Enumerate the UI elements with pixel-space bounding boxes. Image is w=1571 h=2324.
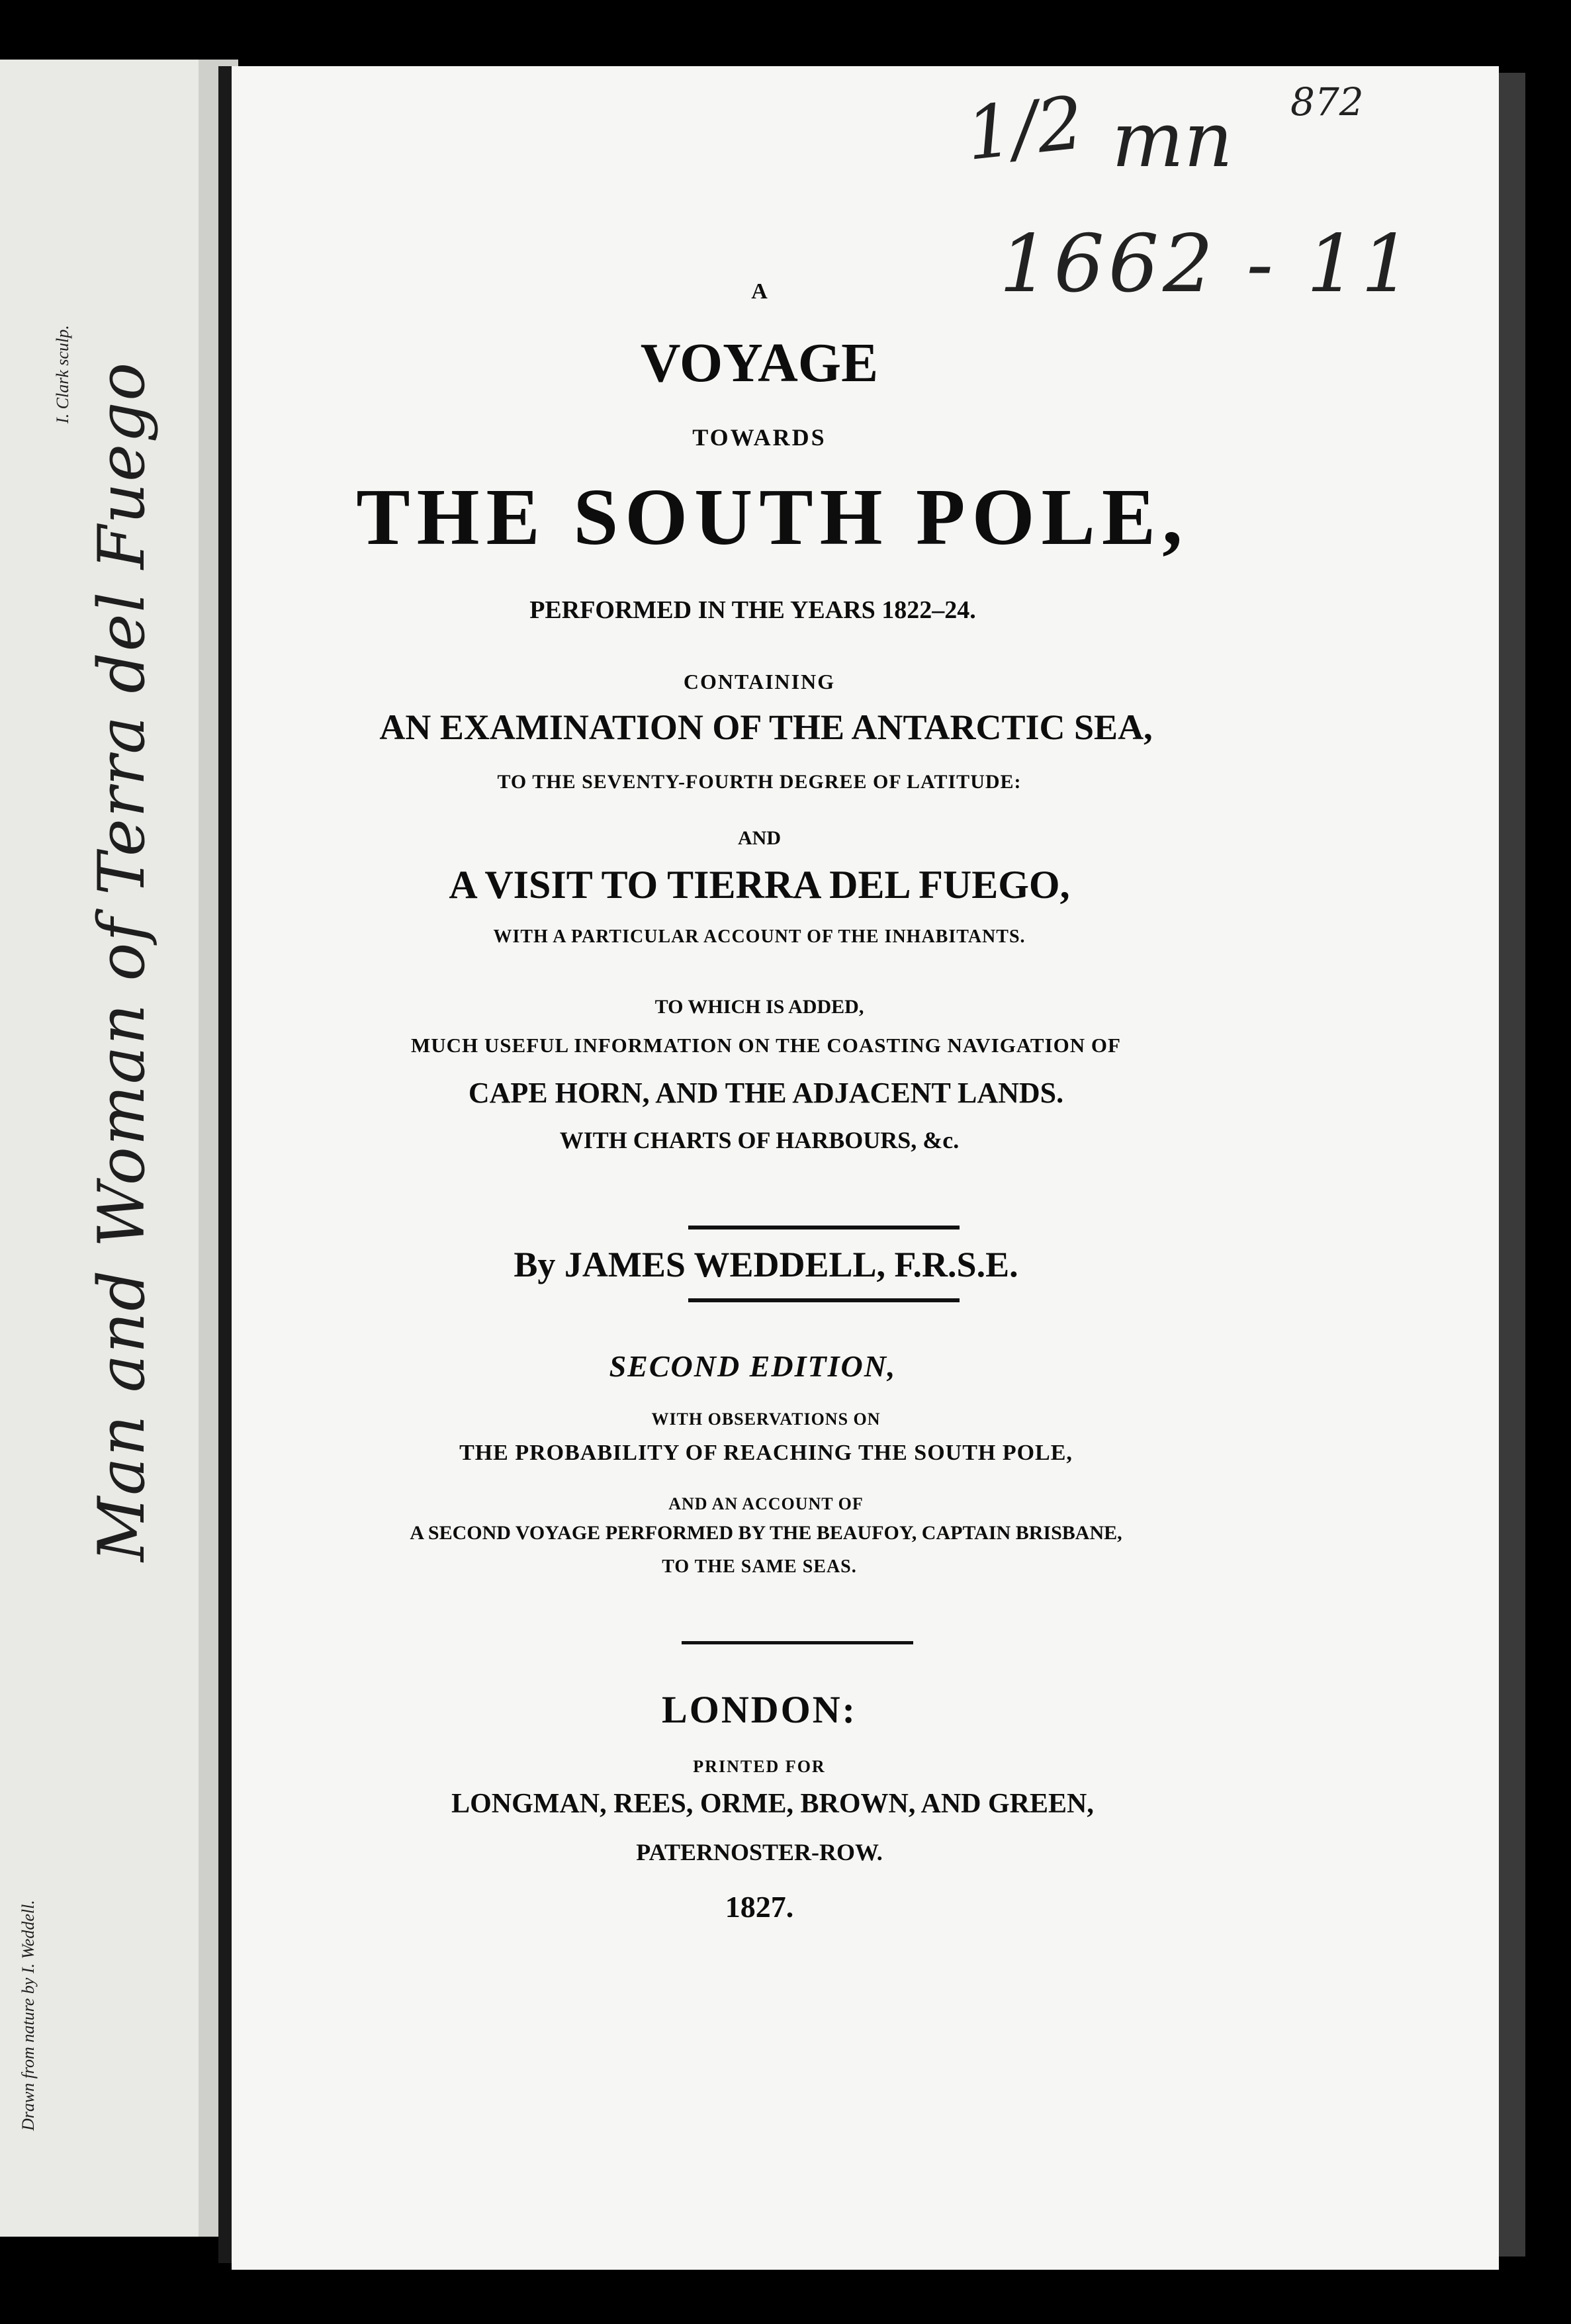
title-south-pole: THE SOUTH POLE, (356, 472, 1189, 562)
latitude-line: TO THE SEVENTY-FOURTH DEGREE OF LATITUDE: (497, 771, 1022, 793)
rule-above-author (688, 1226, 960, 1229)
handwritten-fraction: 1/2 (962, 80, 1088, 177)
and-label: AND (738, 827, 781, 849)
observations-line: WITH OBSERVATIONS ON (651, 1409, 881, 1429)
author-line: By JAMES WEDDELL, F.R.S.E. (514, 1245, 1018, 1284)
plate-caption: Man and Woman of Terra del Fuego (85, 361, 159, 1562)
title-page (232, 66, 1499, 2270)
charts-line: WITH CHARTS OF HARBOURS, &c. (559, 1127, 960, 1153)
london-line: LONDON: (662, 1688, 857, 1731)
same-seas-line: TO THE SAME SEAS. (662, 1556, 857, 1577)
examination-line: AN EXAMINATION OF THE ANTARCTIC SEA, (379, 707, 1153, 747)
rule-below-author (688, 1298, 960, 1302)
imprint-year: 1827. (725, 1890, 794, 1924)
drawn-from-credit: Drawn from nature by I. Weddell. (19, 1900, 38, 2131)
inhabitants-line: WITH A PARTICULAR ACCOUNT OF THE INHABITANTS. (493, 926, 1026, 947)
title-voyage: VOYAGE (640, 332, 879, 394)
handwritten-mn: mn (1112, 96, 1234, 185)
containing-label: CONTAINING (683, 670, 836, 693)
handwritten-number: 872 (1290, 79, 1364, 124)
second-voyage-line: A SECOND VOYAGE PERFORMED BY THE BEAUFOY, CAPTAIN BRISBANE, (410, 1522, 1122, 1544)
edition-line: SECOND EDITION, (609, 1349, 897, 1383)
title-towards: TOWARDS (692, 424, 827, 451)
cape-horn-line: CAPE HORN, AND THE ADJACENT LANDS. (468, 1077, 1064, 1109)
printed-for-line: PRINTED FOR (693, 1757, 826, 1776)
added-line: TO WHICH IS ADDED, (654, 996, 864, 1018)
rule-above-imprint (682, 1641, 913, 1644)
account-line: AND AN ACCOUNT OF (668, 1494, 864, 1513)
visit-line: A VISIT TO TIERRA DEL FUEGO, (449, 863, 1070, 907)
publishers-line: LONGMAN, REES, ORME, BROWN, AND GREEN, (451, 1789, 1094, 1819)
right-page-edge (1499, 73, 1525, 2257)
paternoster-row-line: PATERNOSTER-ROW. (636, 1839, 883, 1865)
probability-line: THE PROBABILITY OF REACHING THE SOUTH POLE, (459, 1441, 1073, 1465)
handwritten-shelfmark: 1662 - 11 (999, 218, 1415, 310)
engraver-credit: I. Clark sculp. (53, 325, 72, 424)
title-article: A (751, 279, 768, 304)
useful-line: MUCH USEFUL INFORMATION ON THE COASTING NAVIGATION OF (411, 1034, 1121, 1057)
performed-years: PERFORMED IN THE YEARS 1822–24. (529, 596, 976, 624)
